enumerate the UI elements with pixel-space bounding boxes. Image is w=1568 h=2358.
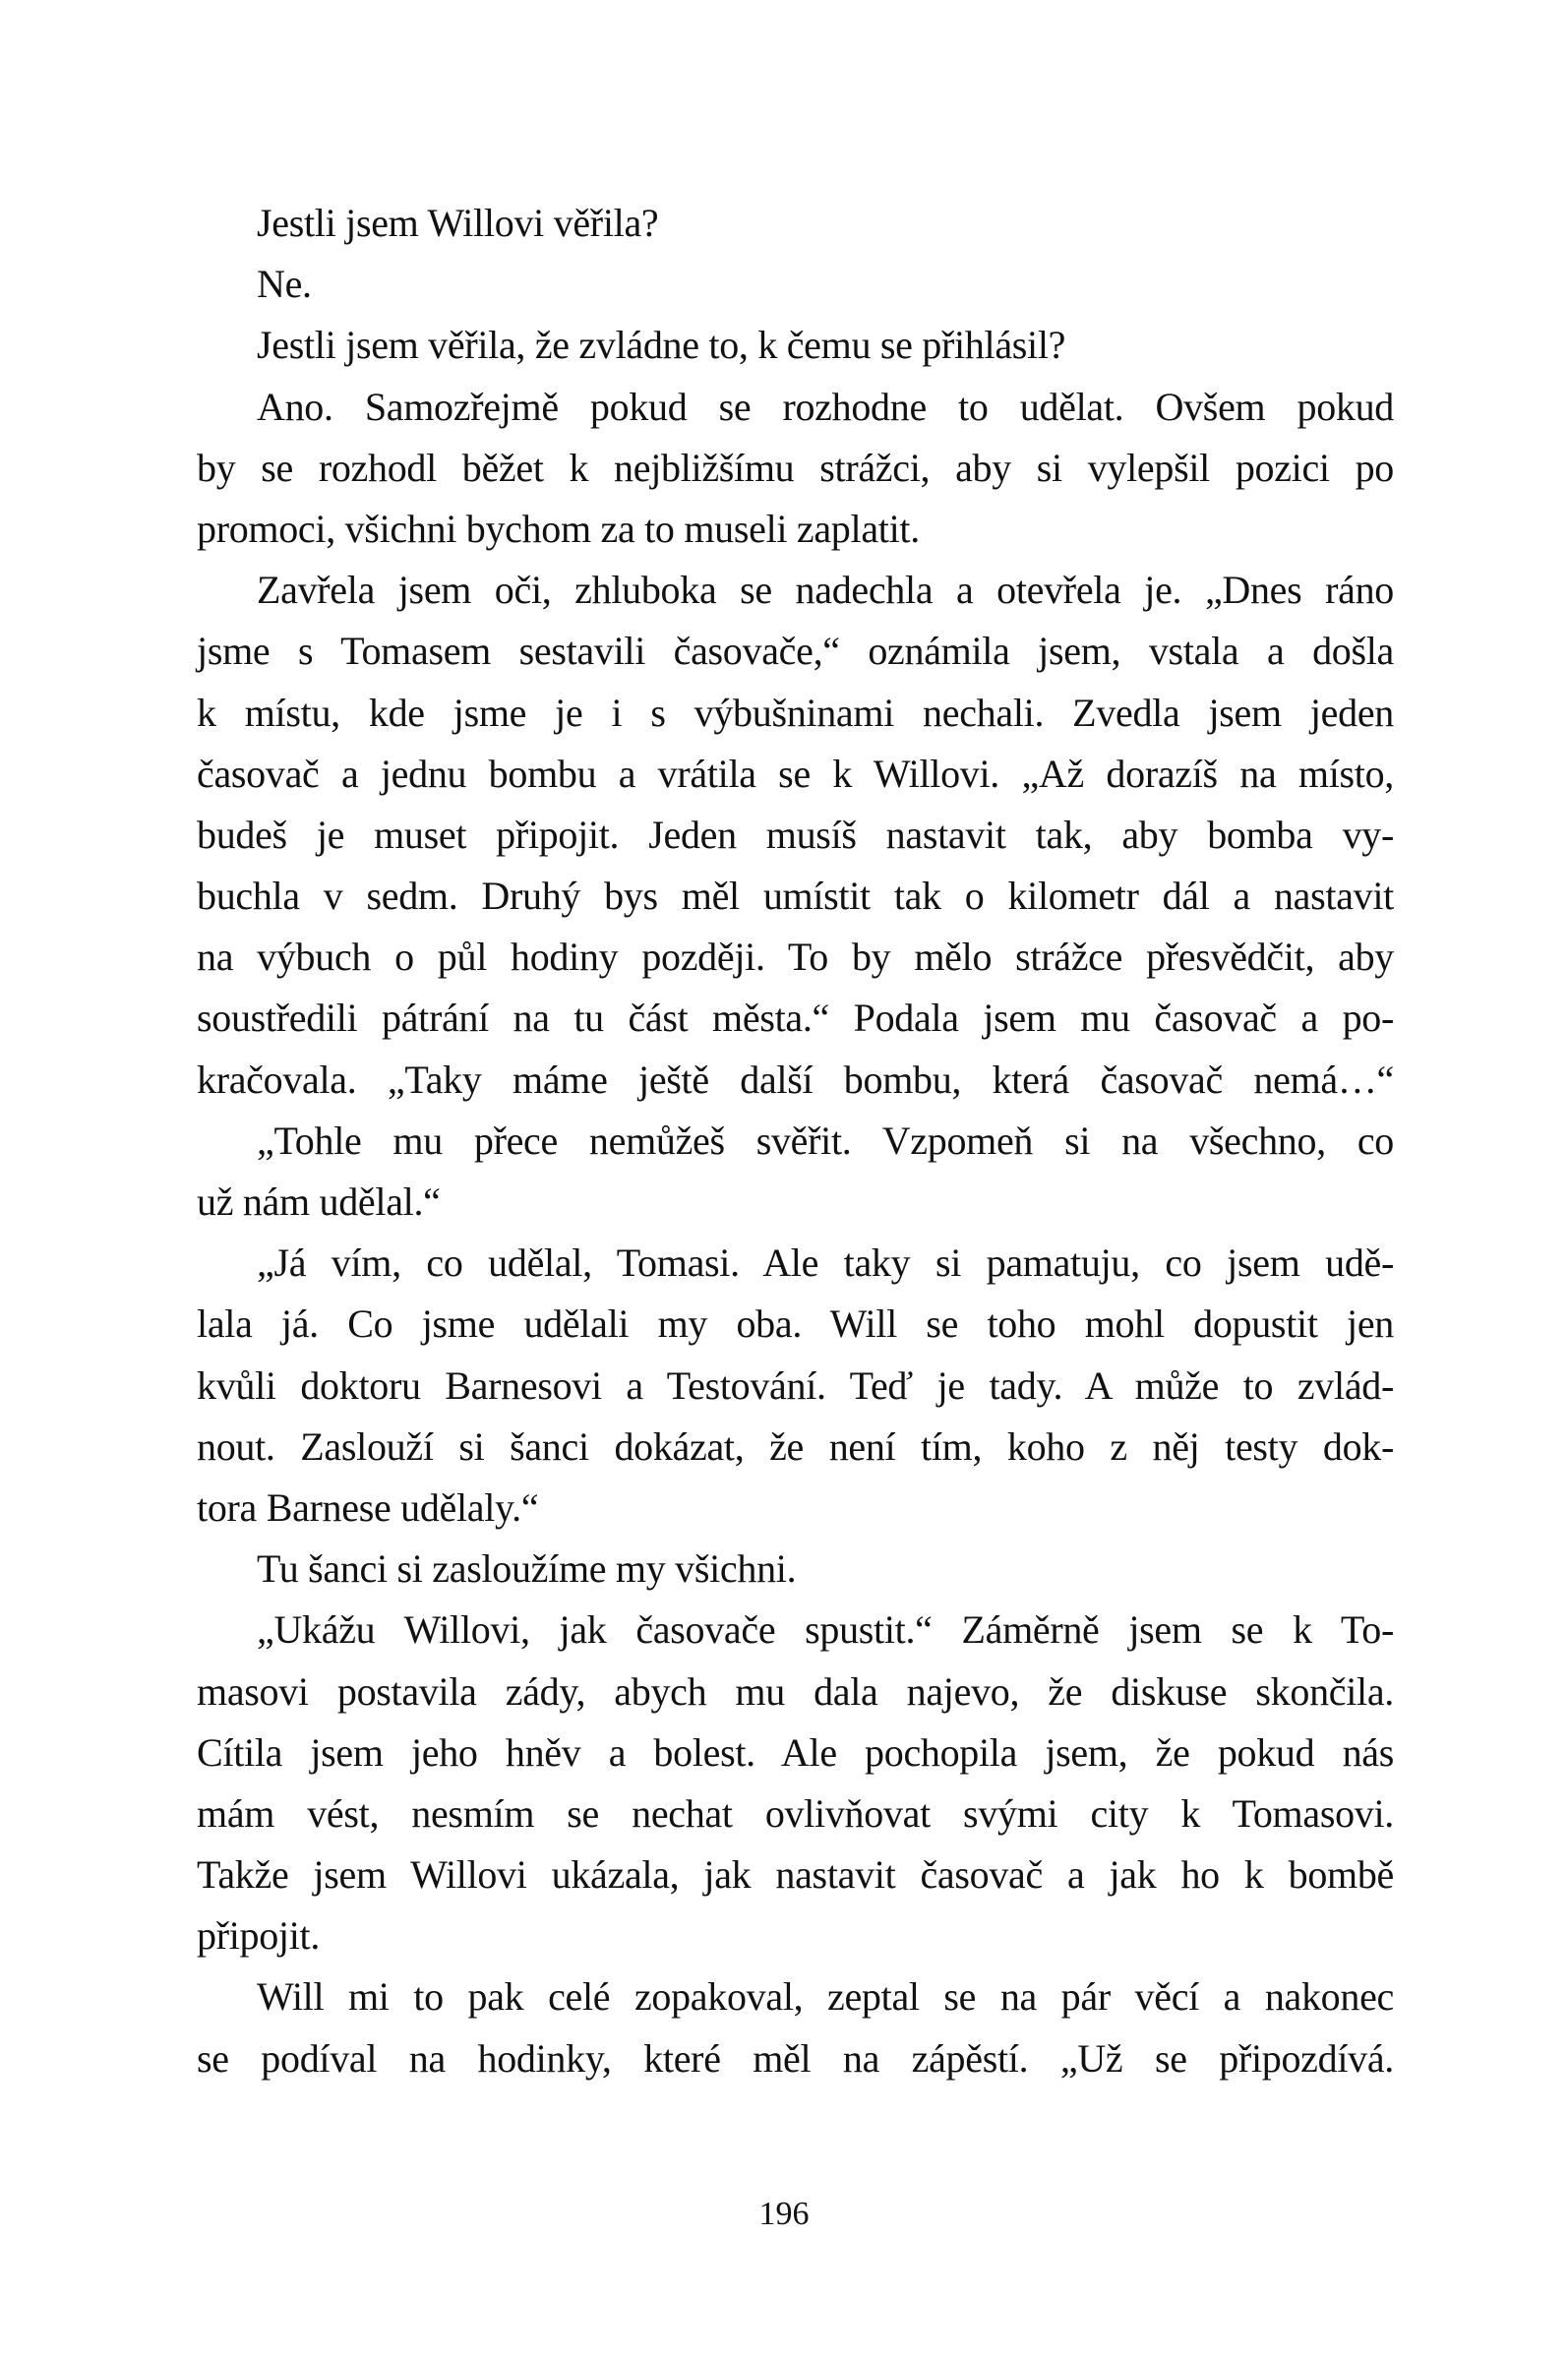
text-line: Jestli jsem věřila, že zvládne to, k čemu se přihlásil? [257, 323, 1066, 368]
text-line: tora Barnese udělaly.“ [197, 1484, 539, 1530]
text-line: nout. Zaslouží si šanci dokázat, že není tím, koho z něj testy dok- [197, 1423, 1394, 1469]
text-line: časovač a jednu bombu a vrátila se k Willovi. „Až dorazíš na místo, [197, 751, 1394, 796]
body-text [197, 193, 1394, 2089]
text-line: k místu, kde jsme je i s výbušninami nechali. Zvedla jsem jeden [197, 690, 1394, 735]
text-line: Ne. [257, 262, 312, 307]
text-line: Tu šanci si zasloužíme my všichni. [257, 1546, 797, 1592]
page-number: 196 [758, 2196, 810, 2232]
text-line: Will mi to pak celé zopakoval, zeptal se na pár věcí a nakonec [257, 1974, 1394, 2020]
text-line: mám vést, nesmím se nechat ovlivňovat svými city k Tomasovi. [197, 1790, 1394, 1836]
text-line: masovi postavila zády, abych mu dala najevo, že diskuse skončila. [197, 1668, 1394, 1714]
text-line: budeš je muset připojit. Jeden musíš nastavit tak, aby bomba vy- [197, 812, 1394, 857]
text-line: lala já. Co jsme udělali my oba. Will se toho mohl dopustit jen [197, 1301, 1394, 1347]
text-line: „Tohle mu přece nemůžeš svěřit. Vzpomeň si na všechno, co [257, 1118, 1394, 1163]
text-line: už nám udělal.“ [197, 1179, 441, 1224]
text-line: promoci, všichni bychom za to museli zaplatit. [197, 506, 920, 551]
text-line: připojit. [197, 1913, 321, 1959]
text-line: Cítila jsem jeho hněv a bolest. Ale pochopila jsem, že pokud nás [197, 1729, 1394, 1775]
text-line: se podíval na hodinky, které měl na zápěstí. „Už se připozdívá. [197, 2035, 1394, 2081]
text-line: jsme s Tomasem sestavili časovače,“ oznámila jsem, vstala a došla [197, 629, 1394, 674]
text-line: buchla v sedm. Druhý bys měl umístit tak o kilometr dál a nastavit [197, 874, 1394, 919]
text-line: kvůli doktoru Barnesovi a Testování. Teď je tady. A může to zvlád- [197, 1362, 1394, 1408]
text-line: Takže jsem Willovi ukázala, jak nastavit časovač a jak ho k bombě [197, 1852, 1394, 1898]
text-line: Jestli jsem Willovi věřila? [257, 201, 659, 245]
text-line: „Ukážu Willovi, jak časovače spustit.“ Záměrně jsem se k To- [257, 1607, 1394, 1653]
text-line: soustředili pátrání na tu část města.“ Podala jsem mu časovač a po- [197, 996, 1394, 1041]
text-line: by se rozhodl běžet k nejbližšímu strážci, aby si vylepšil pozici po [197, 445, 1394, 490]
text-line: Zavřela jsem oči, zhluboka se nadechla a otevřela je. „Dnes ráno [257, 568, 1394, 613]
text-line: „Já vím, co udělal, Tomasi. Ale taky si pamatuju, co jsem udě- [257, 1240, 1394, 1286]
text-line: Ano. Samozřejmě pokud se rozhodne to udělat. Ovšem pokud [257, 384, 1394, 429]
text-line: na výbuch o půl hodiny později. To by mělo strážce přesvědčit, aby [197, 935, 1394, 980]
text-line: kračovala. „Taky máme ještě další bombu, která časovač nemá…“ [197, 1057, 1394, 1102]
